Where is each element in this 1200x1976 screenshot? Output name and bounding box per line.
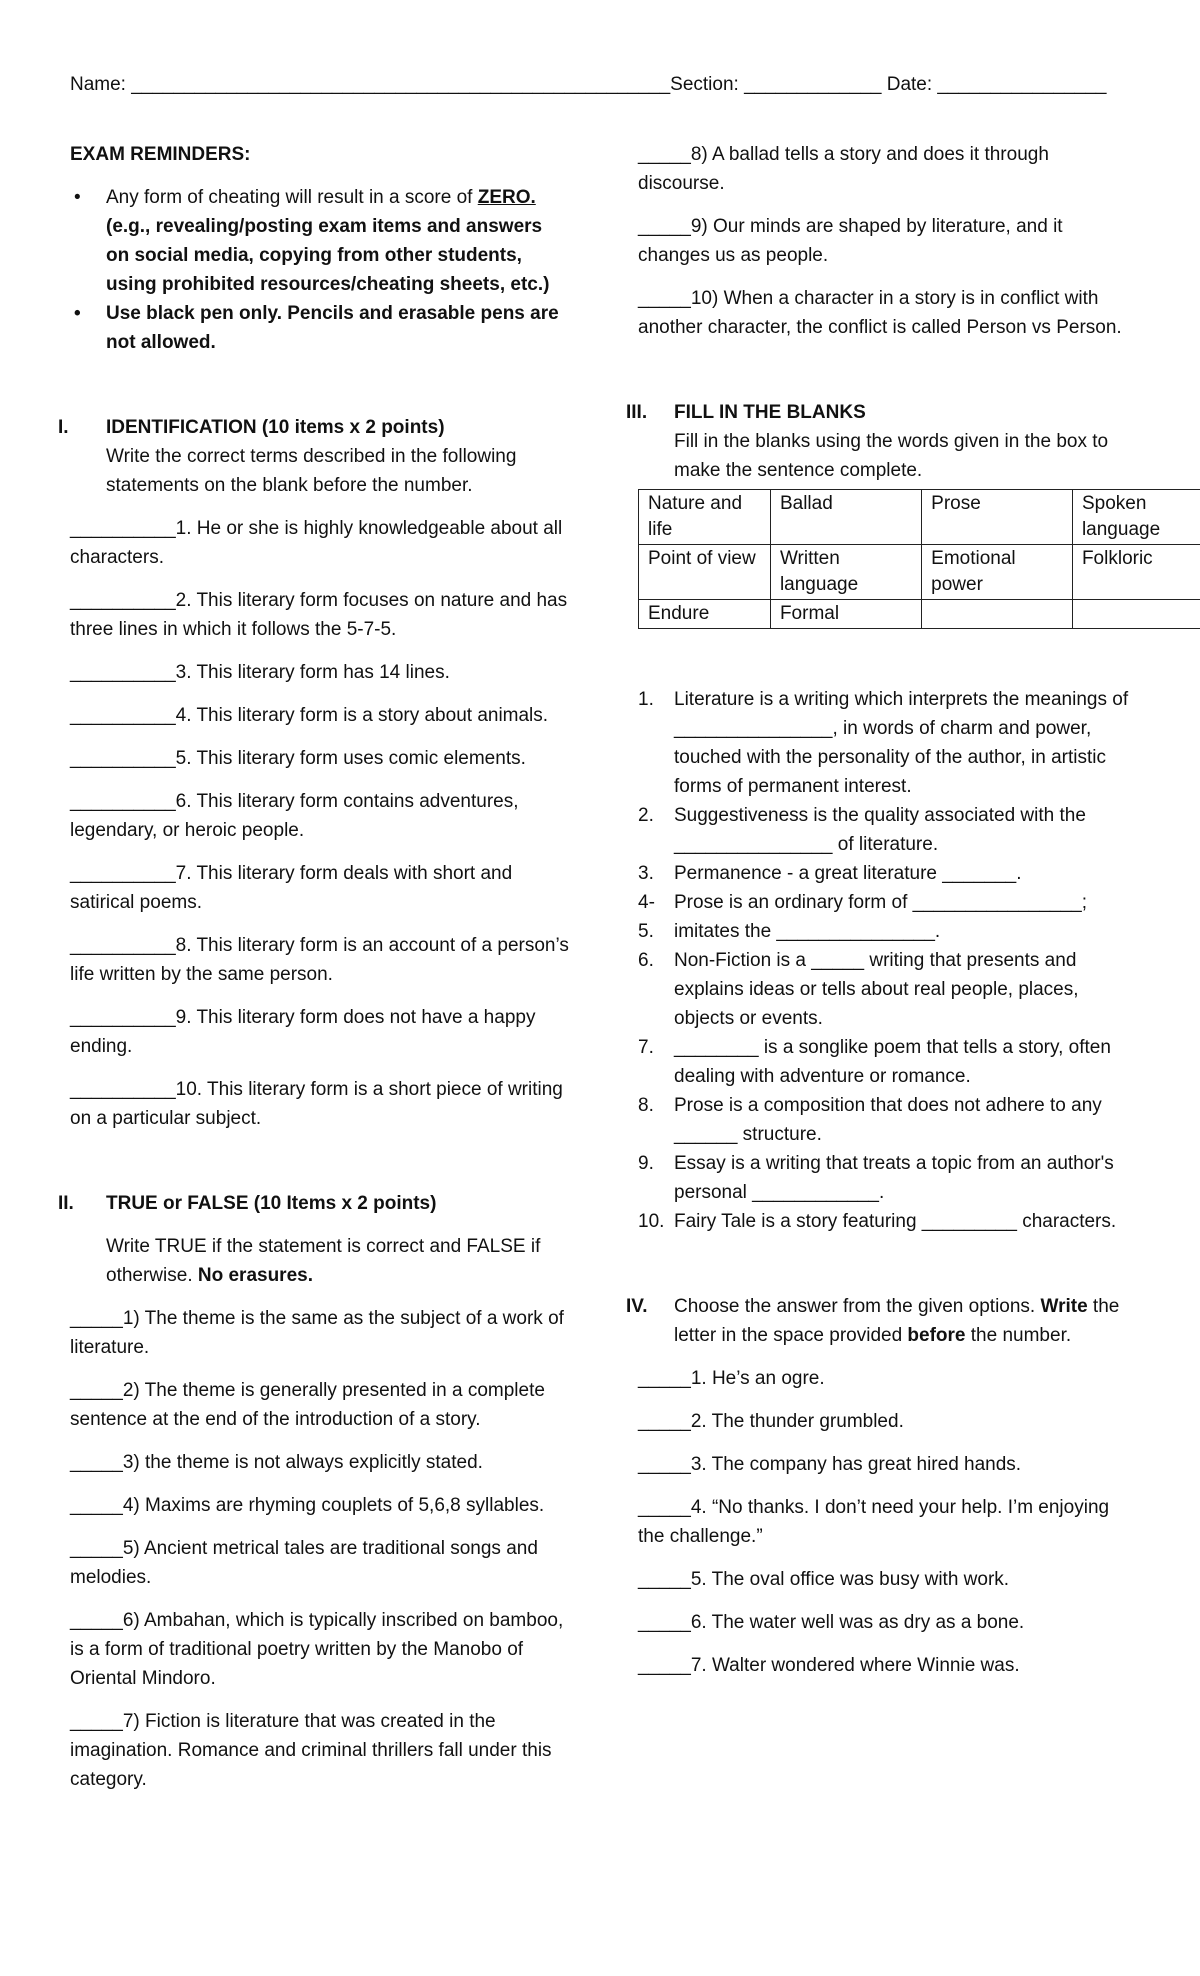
list-item: _____2. The thunder grumbled. (638, 1411, 904, 1432)
identification-items (70, 514, 570, 1133)
reminder-text: Any form of cheating will result in a score of (106, 187, 478, 208)
list-item (638, 888, 1138, 946)
item-text: Fairy Tale is a story featuring _________ characters. (674, 1211, 1117, 1232)
instruction-emphasis: Write (1040, 1296, 1088, 1317)
item-text: ________ is a songlike poem that tells a story, often dealing with adventure or romance. (674, 1037, 1111, 1087)
list-item: _____8) A ballad tells a story and does it through discourse. (638, 144, 1049, 194)
instruction-text: the letter in the space provided (674, 1296, 1120, 1346)
item-number: 3. (638, 863, 654, 884)
item-number: 8. (638, 1095, 654, 1116)
reminder-item (70, 183, 570, 299)
section-heading (58, 413, 570, 442)
word-cell: Prose (922, 490, 1073, 545)
left-column (58, 140, 570, 1794)
item-number: 6. (638, 950, 654, 971)
section-instruction: Write the correct terms described in the following statements on the blank before the number. (106, 446, 517, 496)
section-heading (626, 398, 1138, 427)
section-number: IV. (626, 1296, 648, 1317)
zero-emphasis: ZERO. (477, 187, 536, 208)
list-item: _____10) When a character in a story is in conflict with another character, the conflict is called Person vs Person. (638, 288, 1122, 338)
word-cell: Emotional power (922, 545, 1073, 600)
list-item: __________7. This literary form deals with short and satirical poems. (70, 863, 513, 913)
section-title: TRUE or FALSE (10 Items x 2 points) (106, 1193, 437, 1214)
table-row (639, 490, 1200, 545)
item-number: 1. (638, 689, 654, 710)
instruction-text: Write TRUE if the statement is correct and FALSE if otherwise. (106, 1236, 541, 1286)
true-false-items-continued (638, 140, 1138, 342)
word-cell: Endure (639, 600, 771, 629)
list-item: _____3. The company has great hired hands. (638, 1454, 1022, 1475)
list-item: __________9. This literary form does not have a happy ending. (70, 1007, 536, 1057)
item-number: 7. (638, 1037, 654, 1058)
word-cell: Point of view (639, 545, 771, 600)
item-number: 4-5. (638, 892, 655, 942)
item-text: Literature is a writing which interprets the meanings of _______________, in words of charm and power, touched with the personality of the author, in artistic forms of permanent interest. (674, 689, 1129, 797)
item-number: 9. (638, 1153, 654, 1174)
table-row (639, 545, 1200, 600)
reminder-examples: (e.g., revealing/posting exam items and answers on social media, copying from other students, using prohibited resources/cheating sheets, etc.) (106, 216, 550, 295)
section-heading (58, 1189, 570, 1218)
list-item (638, 801, 1138, 859)
section-number: III. (626, 402, 648, 423)
student-info-line: Name: ___________________________________________________Section: _____________ Date: ________________ (70, 74, 1107, 95)
word-cell: Nature and life (639, 490, 771, 545)
no-erasures-note: No erasures. (197, 1265, 313, 1286)
list-item: _____3) the theme is not always explicitly stated. (70, 1452, 483, 1473)
list-item: __________1. He or she is highly knowledgeable about all characters. (70, 518, 563, 568)
list-item (638, 859, 1138, 888)
word-cell: Written language (770, 545, 921, 600)
reminders-title: EXAM REMINDERS: (70, 144, 251, 165)
list-item: _____7) Fiction is literature that was created in the imagination. Romance and criminal thrillers fall under this category. (70, 1711, 552, 1790)
list-item: _____5. The oval office was busy with work. (638, 1569, 1010, 1590)
instruction-emphasis: before (907, 1325, 966, 1346)
list-item: _____9) Our minds are shaped by literature, and it changes us as people. (638, 216, 1063, 266)
instruction-text: the number. (965, 1325, 1072, 1346)
list-item (638, 1149, 1138, 1207)
list-item (638, 1091, 1138, 1149)
section-heading (626, 1292, 1138, 1350)
list-item: _____1. He’s an ogre. (638, 1368, 825, 1389)
list-item: _____7. Walter wondered where Winnie was. (638, 1655, 1020, 1676)
reminder-item: • Use black pen only. Pencils and erasable pens are not allowed. (70, 299, 570, 357)
word-cell (1072, 600, 1200, 629)
section-instruction (70, 1232, 570, 1290)
list-item: __________6. This literary form contains adventures, legendary, or heroic people. (70, 791, 519, 841)
list-item (638, 1033, 1138, 1091)
item-text: Suggestiveness is the quality associated with the _______________ of literature. (674, 805, 1086, 855)
item-text: Non-Fiction is a _____ writing that presents and explains ideas or tells about real people, places, objects or events. (674, 950, 1079, 1029)
word-cell (922, 600, 1073, 629)
section-number: II. (58, 1193, 74, 1214)
list-item: _____4) Maxims are rhyming couplets of 5,6,8 syllables. (70, 1495, 545, 1516)
list-item (638, 946, 1138, 1033)
list-item: __________10. This literary form is a short piece of writing on a particular subject. (70, 1079, 563, 1129)
list-item: _____6) Ambahan, which is typically inscribed on bamboo, is a form of traditional poetry written by the Manobo of Oriental Mindoro. (70, 1610, 564, 1689)
word-box-table (638, 489, 1200, 629)
list-item (638, 1207, 1138, 1236)
list-item: __________3. This literary form has 14 lines. (70, 662, 450, 683)
fill-blank-items (638, 685, 1138, 1236)
item-number: 2. (638, 805, 654, 826)
section-number: I. (58, 417, 69, 438)
instruction-text: Choose the answer from the given options. (674, 1296, 1041, 1317)
list-item: __________2. This literary form focuses on nature and has three lines in which it follows the 5-7-5. (70, 590, 568, 640)
section-title: FILL IN THE BLANKS (674, 402, 866, 423)
reminders-list (70, 183, 570, 357)
section-instruction: Fill in the blanks using the words given in the box to make the sentence complete. (674, 431, 1109, 481)
list-item: _____2) The theme is generally presented in a complete sentence at the end of the introduction of a story. (70, 1380, 545, 1430)
word-cell: Ballad (770, 490, 921, 545)
item-text: Prose is a composition that does not adhere to any ______ structure. (674, 1095, 1102, 1145)
list-item: _____4. “No thanks. I don’t need your help. I’m enjoying the challenge.” (638, 1497, 1110, 1547)
word-cell: Formal (770, 600, 921, 629)
table-row (639, 600, 1200, 629)
figure-of-speech-items (638, 1364, 1138, 1680)
list-item: _____5) Ancient metrical tales are traditional songs and melodies. (70, 1538, 538, 1588)
list-item: __________5. This literary form uses comic elements. (70, 748, 526, 769)
item-text: Permanence - a great literature _______. (674, 863, 1022, 884)
list-item: _____6. The water well was as dry as a bone. (638, 1612, 1025, 1633)
item-text: Essay is a writing that treats a topic from an author's personal ____________. (674, 1153, 1114, 1203)
list-item (638, 685, 1138, 801)
item-text: Prose is an ordinary form of ________________; imitates the _______________. (674, 892, 1087, 942)
word-cell: Folkloric (1072, 545, 1200, 600)
true-false-items (70, 1304, 570, 1794)
item-number: 10. (638, 1211, 665, 1232)
right-column (626, 140, 1161, 1680)
section-title: IDENTIFICATION (10 items x 2 points) (106, 417, 445, 438)
word-cell: Spoken language (1072, 490, 1200, 545)
list-item: __________8. This literary form is an account of a person’s life written by the same person. (70, 935, 569, 985)
list-item: __________4. This literary form is a story about animals. (70, 705, 549, 726)
list-item: _____1) The theme is the same as the subject of a work of literature. (70, 1308, 564, 1358)
